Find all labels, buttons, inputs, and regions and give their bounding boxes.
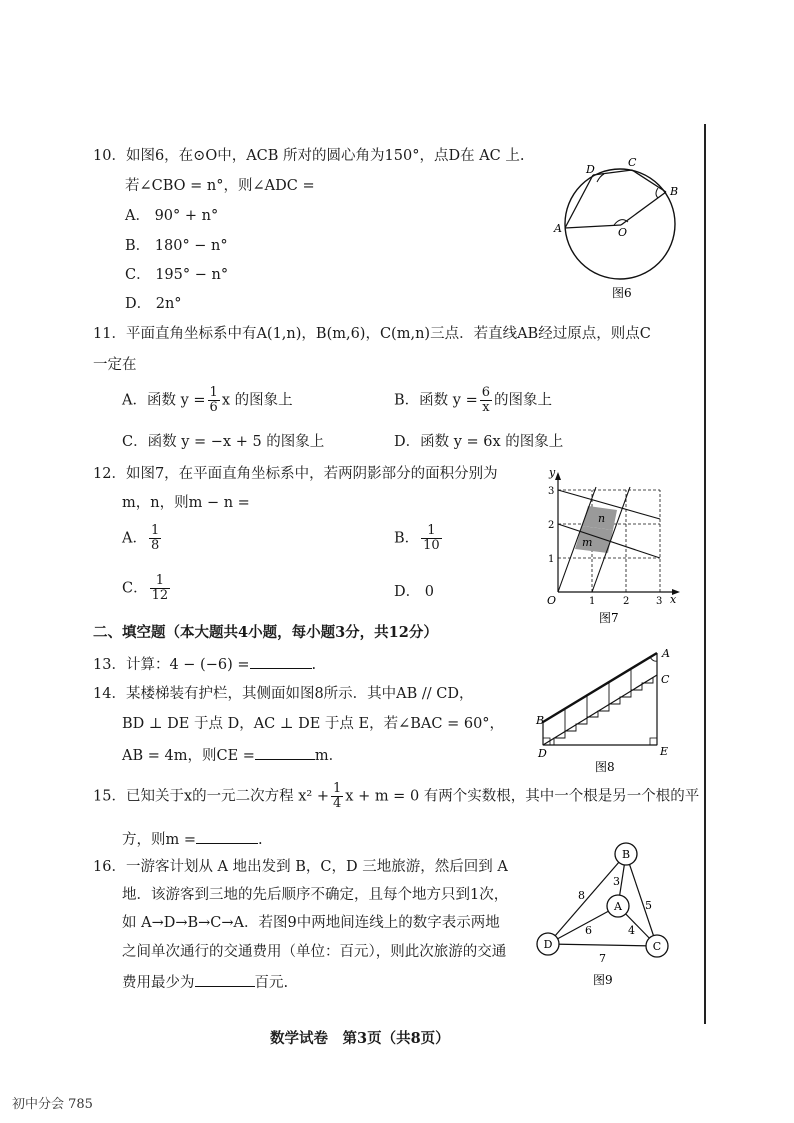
q11-optb-den: x bbox=[482, 400, 490, 415]
q11-optb-post: 的图象上 bbox=[494, 392, 552, 409]
q11-optb-fraction bbox=[480, 386, 492, 415]
tick-y2: 2 bbox=[548, 520, 555, 531]
node-c-label: C bbox=[652, 940, 662, 953]
q12-text1: 如图7，在平面直角坐标系中，若两阴影部分的面积分别为 bbox=[125, 466, 498, 482]
q11-optb-num: 6 bbox=[481, 385, 490, 400]
label-e: E bbox=[660, 745, 669, 758]
q15-end: . bbox=[258, 832, 263, 848]
weight-bd: 8 bbox=[578, 889, 585, 902]
q16-number: 16． bbox=[93, 859, 126, 875]
q15-line1 bbox=[93, 782, 699, 811]
q11-option-c: C．函数 y = −x + 5 的图象上 bbox=[122, 434, 325, 450]
figure-8-staircase bbox=[532, 644, 688, 778]
corner-note: 初中分会 785 bbox=[12, 1097, 93, 1112]
railing-posts bbox=[565, 668, 631, 731]
q11-opta-num: 1 bbox=[209, 385, 218, 400]
seg-bo bbox=[621, 192, 666, 225]
q11-number: 11． bbox=[93, 326, 126, 342]
node-a-label: A bbox=[614, 900, 622, 913]
figure-7-grid bbox=[538, 462, 688, 627]
q10-option-b: B． 180° − n° bbox=[125, 238, 228, 254]
q15-line2 bbox=[122, 829, 263, 849]
node-b-label: B bbox=[621, 848, 631, 861]
q11-option-a bbox=[122, 386, 293, 415]
node-d-label: D bbox=[543, 938, 553, 951]
tick-y1: 1 bbox=[548, 554, 555, 565]
q12-opta-fraction bbox=[149, 524, 161, 553]
q12-optc-fraction bbox=[150, 574, 171, 603]
q12-optb-num: 1 bbox=[421, 524, 442, 539]
figure-6-circle bbox=[548, 152, 688, 302]
q13-text: 计算：4 − (−6) = bbox=[125, 657, 250, 673]
q10-option-c: C． 195° − n° bbox=[125, 267, 229, 283]
axis-y-label: y bbox=[549, 466, 556, 479]
fig7-caption: 图7 bbox=[599, 611, 619, 625]
tick-x2: 2 bbox=[623, 596, 630, 607]
q16-text5b: 百元. bbox=[254, 975, 289, 991]
page-footer: 数学试卷 第3页（共8页） bbox=[270, 1030, 450, 1047]
fig6-caption: 图6 bbox=[612, 286, 632, 300]
fig9-caption: 图9 bbox=[593, 973, 613, 987]
q13 bbox=[93, 654, 316, 674]
seg-ab-railing bbox=[543, 653, 657, 722]
figure-9-graph bbox=[530, 838, 680, 990]
tick-x1: 1 bbox=[589, 596, 596, 607]
q14-line2: BD ⊥ DE 于点 D，AC ⊥ DE 于点 E，若∠BAC = 60°， bbox=[122, 716, 505, 732]
q16-line3: 如 A→D→B→C→A．若图9中两地间连线上的数字表示两地 bbox=[122, 915, 500, 931]
weight-ab: 3 bbox=[613, 875, 620, 888]
tick-y3: 3 bbox=[548, 486, 555, 497]
q11-optb-pre: B．函数 y = bbox=[394, 392, 478, 409]
region-n-label: n bbox=[598, 512, 606, 525]
tick-x3: 3 bbox=[656, 596, 663, 607]
origin-label: O bbox=[547, 594, 557, 607]
q13-number: 13． bbox=[93, 657, 126, 673]
q10-line2: 若∠CBO = n°，则∠ADC = bbox=[125, 178, 315, 194]
q12-option-a bbox=[122, 524, 163, 553]
q13-end: . bbox=[311, 657, 317, 673]
q12-option-d: D． 0 bbox=[394, 584, 434, 600]
q14-line3 bbox=[122, 745, 343, 765]
q11-opta-pre: A．函数 y = bbox=[122, 392, 206, 409]
q11-option-b bbox=[394, 386, 552, 415]
axis-x-label: x bbox=[670, 593, 677, 606]
q15-fraction bbox=[331, 782, 343, 811]
q14-text3b: m． bbox=[314, 748, 344, 764]
q12-number: 12． bbox=[93, 466, 126, 482]
label-c: C bbox=[661, 673, 670, 686]
label-c: C bbox=[628, 156, 637, 169]
q12-opta-label: A． bbox=[122, 530, 147, 547]
q11-opta-fraction bbox=[208, 386, 220, 415]
q14-text1: 某楼梯装有护栏，其侧面如图8所示．其中AB // CD， bbox=[125, 686, 474, 702]
q15-text-post: x + m = 0 有两个实数根，其中一个根是另一个根的平 bbox=[345, 788, 700, 805]
q12-opta-num: 1 bbox=[150, 523, 160, 538]
q11-option-d: D．函数 y = 6x 的图象上 bbox=[394, 434, 564, 450]
right-angle-e bbox=[650, 738, 657, 745]
circle-o bbox=[565, 169, 675, 279]
q12-optb-den: 10 bbox=[423, 538, 440, 553]
q12-line2: m，n，则m − n = bbox=[122, 495, 250, 511]
q11-text1: 平面直角坐标系中有A(1,n)，B(m,6)，C(m,n)三点．若直线AB经过原点，则点C bbox=[125, 326, 651, 342]
q10-option-d: D． 2n° bbox=[125, 296, 182, 312]
label-b: B bbox=[670, 185, 679, 198]
q16-line5 bbox=[122, 972, 288, 992]
label-d: D bbox=[586, 163, 595, 176]
angle-d-mark bbox=[597, 174, 604, 182]
q10-line1 bbox=[93, 147, 525, 165]
q10-option-a: A． 90° + n° bbox=[125, 208, 219, 224]
label-b: B bbox=[536, 714, 545, 727]
seg-dc bbox=[543, 675, 657, 745]
weight-ac: 4 bbox=[628, 924, 635, 937]
q12-optc-num: 1 bbox=[150, 574, 171, 589]
q14-text3a: AB = 4m，则CE = bbox=[122, 748, 255, 764]
q16-line2: 地．该游客到三地的先后顺序不确定，且每个地方只到1次， bbox=[122, 887, 509, 903]
label-o: O bbox=[618, 226, 628, 239]
q16-answer-blank[interactable] bbox=[195, 972, 255, 987]
q10-text1: 如图6，在⊙O中，ACB 所对的圆心角为150°，点D在 AC 上. bbox=[125, 148, 525, 164]
region-m-label: m bbox=[582, 536, 593, 549]
q11-opta-post: x 的图象上 bbox=[221, 392, 293, 409]
q14-number: 14． bbox=[93, 686, 126, 702]
weight-bc: 5 bbox=[645, 899, 652, 912]
label-d: D bbox=[538, 747, 547, 760]
edge-dc bbox=[548, 944, 657, 946]
q11-line2: 一定在 bbox=[93, 357, 137, 373]
section-title-fill-in: 二、填空题（本大题共4小题，每小题3分，共12分） bbox=[93, 624, 438, 641]
q14-answer-blank[interactable] bbox=[255, 745, 315, 760]
y-axis-arrow bbox=[555, 472, 561, 480]
q16-text5a: 费用最少为 bbox=[122, 975, 195, 991]
q15-text-pre: 已知关于x的一元二次方程 x² + bbox=[125, 788, 329, 805]
q15-number: 15． bbox=[93, 788, 126, 805]
angle-b-mark bbox=[656, 188, 658, 198]
q15-frac-num: 1 bbox=[333, 781, 342, 796]
weight-ad: 6 bbox=[585, 924, 592, 937]
angle-o-mark bbox=[614, 220, 628, 225]
q12-optc-den: 12 bbox=[151, 588, 169, 603]
q13-answer-blank[interactable] bbox=[250, 654, 312, 669]
q12-option-c bbox=[122, 574, 172, 603]
q16-line4: 之间单次通行的交通费用（单位：百元），则此次旅游的交通 bbox=[122, 944, 507, 960]
q12-option-b bbox=[394, 524, 444, 553]
q12-optb-label: B． bbox=[394, 530, 420, 547]
q15-text2: 方，则m = bbox=[122, 832, 197, 848]
weight-dc: 7 bbox=[599, 952, 606, 965]
margin-rule bbox=[704, 124, 706, 1024]
q15-answer-blank[interactable] bbox=[196, 829, 258, 844]
label-a: A bbox=[662, 647, 670, 660]
q12-line1 bbox=[93, 465, 498, 483]
q12-opta-den: 8 bbox=[150, 538, 160, 553]
fig8-caption: 图8 bbox=[595, 760, 615, 774]
q16-line1 bbox=[93, 858, 508, 876]
seg-cb bbox=[632, 170, 666, 192]
q15-frac-den: 4 bbox=[333, 796, 342, 811]
label-a: A bbox=[554, 222, 562, 235]
q11-opta-den: 6 bbox=[209, 400, 218, 415]
q16-text1: 一游客计划从 A 地出发到 B，C，D 三地旅游，然后回到 A bbox=[125, 859, 508, 875]
edge-ad bbox=[548, 906, 618, 944]
q11-line1 bbox=[93, 325, 651, 343]
q14-line1 bbox=[93, 685, 474, 703]
seg-ao bbox=[565, 225, 621, 228]
q10-number: 10． bbox=[93, 148, 126, 164]
q12-optc-label: C． bbox=[122, 580, 148, 597]
q12-optb-fraction bbox=[421, 524, 442, 553]
